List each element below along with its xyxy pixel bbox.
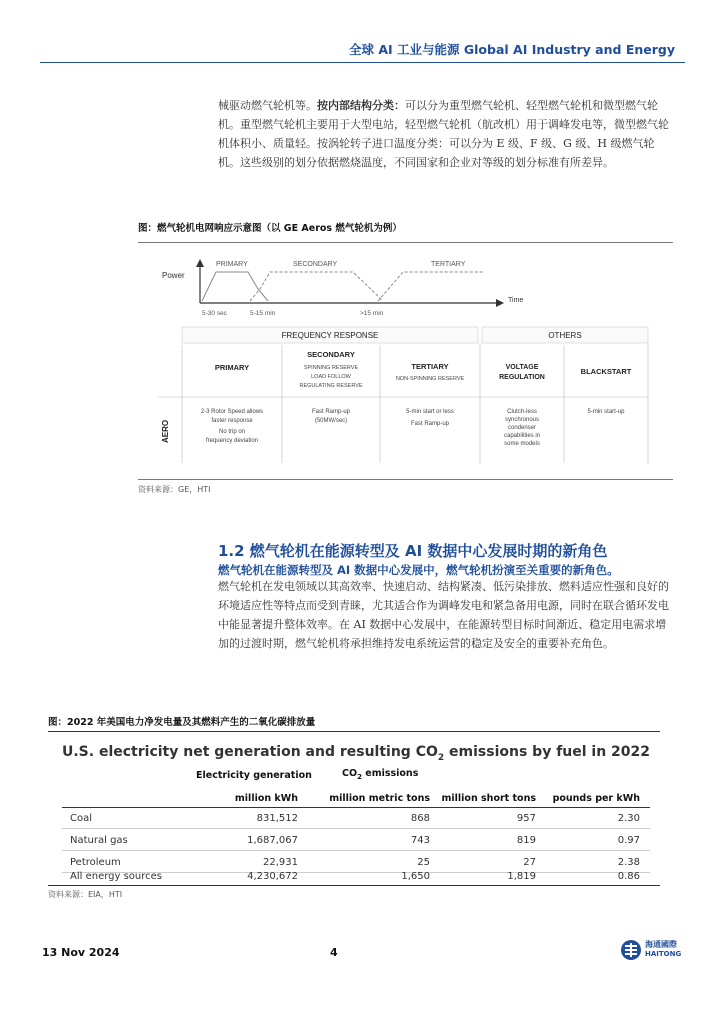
- row-fuel: Natural gas: [70, 835, 128, 846]
- logo-en-text: HAITONG: [645, 950, 682, 958]
- row-metric-tons: 743: [410, 835, 430, 846]
- time-axis-label: Time: [508, 297, 524, 304]
- header-electricity-generation: Electricity generation: [196, 770, 312, 781]
- row-metric-tons: 1,650: [401, 871, 430, 882]
- figure1-source: 资料来源：GE，HTI: [138, 485, 211, 494]
- col-voltage-line4a: capabilities in: [503, 433, 541, 439]
- col-header-pounds-per-kwh: pounds per kWh: [552, 793, 640, 804]
- row-generation: 22,931: [263, 857, 298, 868]
- page-number: 4: [330, 946, 338, 959]
- row-short-tons: 27: [523, 857, 536, 868]
- intro-lead: 械驱动燃气轮机等。: [218, 99, 317, 112]
- figure1-bottom-rule: [138, 479, 673, 480]
- header-divider: [40, 62, 685, 63]
- timeline-secondary-label: SECONDARY: [293, 261, 338, 268]
- others-label: OTHERS: [548, 331, 582, 340]
- header-co2-sub: 2: [357, 772, 362, 781]
- timeline-t3: >15 min: [360, 310, 384, 317]
- row-metric-tons: 25: [417, 857, 430, 868]
- col-voltage-title-2: REGULATION: [499, 374, 545, 381]
- col-header-million-kwh: million kWh: [234, 793, 298, 804]
- col-secondary-line1: Fast Ramp-up: [311, 409, 351, 415]
- power-axis-label: Power: [162, 271, 185, 280]
- row-short-tons: 819: [516, 835, 536, 846]
- row-generation: 4,230,672: [247, 871, 298, 882]
- col-secondary-line2: (50MW/sec): [314, 418, 348, 424]
- primary-curve: [202, 272, 268, 301]
- col-primary-line4: frequency deviation: [205, 438, 259, 444]
- col-primary-line1: 2-3 Rotor Speed allows: [200, 409, 264, 415]
- col-tertiary-line1: 5-min start or less: [406, 409, 454, 415]
- table-header-rule: [62, 807, 650, 808]
- col-tertiary-subtitle: NON-SPINNING RESERVE: [395, 376, 465, 382]
- timeline-primary-label: PRIMARY: [216, 261, 248, 268]
- timeline-t2: 5-15 min: [250, 310, 276, 317]
- row-divider: [62, 850, 650, 851]
- row-generation: 1,687,067: [247, 835, 298, 846]
- haitong-logo: [620, 938, 690, 962]
- section-paragraph: 燃气轮机在发电领域以其高效率、快速启动、结构紧凑、低污染排放、燃料适应性强和良好的环境适应性等特点而受到青睐，尤其适合作为调峰发电和紧急备用电源，同时在联合循环发电中能显著提升整体效率。在 AI 数据中心发展中，在能源转型目标时间渐近、稳定用电需求增加的过渡时期，燃气轮机将承担维持发电系统运营的稳定及安全的重要补充角色。: [218, 580, 669, 650]
- report-header-title: 全球 AI 工业与能源 Global AI Industry and Energy: [349, 42, 675, 57]
- header-co2-emissions: [342, 768, 418, 781]
- row-fuel: Coal: [70, 813, 93, 824]
- col-primary-title: PRIMARY: [214, 363, 250, 372]
- figure2-caption: 图：2022 年美国电力净发电量及其燃料产生的二氧化碳排放量: [48, 717, 316, 728]
- power-axis-arrow: [196, 259, 204, 267]
- figure2-source: 资料来源：EIA，HTI: [48, 890, 123, 899]
- col-voltage-line2: synchronous: [504, 417, 540, 423]
- intro-rest: 可以分为重型燃气轮机、轻型燃气轮机和微型燃气轮机。重型燃气轮机主要用于大型电站，轻型燃气轮机（航改机）用于调峰发电等，微型燃气轮机体积小、质量轻。按涡轮转子进口温度分类：可以分为 E 级、F 级、G 级、H 级燃气轮机。这些级别的划分依据燃烧温度，不同国家和企业对等级的划分标准有所差异。: [218, 99, 669, 169]
- row-pounds-per-kwh: 0.97: [617, 835, 640, 846]
- intro-paragraph: [218, 96, 674, 172]
- col-secondary-sub3: REGULATING RESERVE: [299, 383, 363, 389]
- col-primary-line3: No trip on: [218, 429, 246, 435]
- figure2-title-sub: 2: [437, 752, 445, 763]
- frequency-response-label: FREQUENCY RESPONSE: [281, 331, 379, 340]
- figure1-top-rule: [138, 242, 673, 243]
- section-heading: 1.2 燃气轮机在能源转型及 AI 数据中心发展时期的新角色: [218, 542, 608, 560]
- row-pounds-per-kwh: 2.30: [617, 813, 640, 824]
- col-voltage-title-1: VOLTAGE: [505, 364, 539, 371]
- timeline-tertiary-label: TERTIARY: [431, 261, 466, 268]
- tertiary-curve: [378, 272, 483, 301]
- col-secondary-sub1: SPINNING RESERVE: [303, 365, 359, 371]
- col-secondary-sub2: LOAD FOLLOW: [311, 374, 351, 380]
- col-primary-line2: faster response: [211, 418, 253, 424]
- section-bold-lead: 燃气轮机在能源转型及 AI 数据中心发展中，燃气轮机扮演至关重要的新角色。: [218, 563, 619, 577]
- col-header-metric-tons: million metric tons: [329, 793, 430, 804]
- intro-bold: 按内部结构分类：: [317, 99, 405, 112]
- row-short-tons: 957: [516, 813, 536, 824]
- row-generation: 831,512: [256, 813, 298, 824]
- aero-row-label: AERO: [161, 419, 170, 443]
- col-tertiary-title: TERTIARY: [411, 362, 449, 371]
- col-secondary-title: SECONDARY: [307, 350, 355, 359]
- col-header-short-tons: million short tons: [441, 793, 536, 804]
- report-date: 13 Nov 2024: [42, 946, 120, 959]
- haitong-logo-icon: [620, 939, 642, 961]
- row-fuel: Petroleum: [70, 857, 121, 868]
- figure2-bottom-rule: [48, 885, 660, 886]
- figure2-title: [62, 744, 650, 763]
- row-fuel: All energy sources: [70, 871, 163, 882]
- col-voltage-line3: condenser: [507, 425, 537, 431]
- figure2-title-pre: U.S. electricity net generation and resulting CO: [62, 744, 438, 760]
- figure2-title-post: emissions by fuel in 2022: [444, 744, 651, 760]
- figure2-top-rule: [48, 731, 660, 732]
- header-co2-pre: CO: [342, 768, 358, 779]
- grid-response-diagram: [138, 245, 673, 475]
- col-tertiary-line2: Fast Ramp-up: [410, 421, 450, 427]
- time-axis-arrow: [496, 299, 504, 307]
- secondary-curve: [250, 272, 383, 301]
- row-pounds-per-kwh: 0.86: [617, 871, 640, 882]
- col-voltage-line4b: some models: [504, 441, 540, 447]
- timeline-t1: 5-30 sec: [202, 310, 227, 317]
- row-metric-tons: 868: [410, 813, 430, 824]
- header-co2-post: emissions: [361, 768, 419, 779]
- logo-cn-text: 海通國際: [645, 940, 677, 949]
- col-blackstart-title: BLACKSTART: [580, 367, 632, 376]
- row-short-tons: 1,819: [507, 871, 536, 882]
- col-blackstart-line1: 5-min start-up: [587, 409, 625, 415]
- figure1-caption: 图：燃气轮机电网响应示意图（以 GE Aeros 燃气轮机为例）: [138, 223, 402, 234]
- row-divider: [62, 828, 650, 829]
- col-voltage-line1: Clutch-less: [507, 409, 537, 415]
- row-pounds-per-kwh: 2.38: [617, 857, 640, 868]
